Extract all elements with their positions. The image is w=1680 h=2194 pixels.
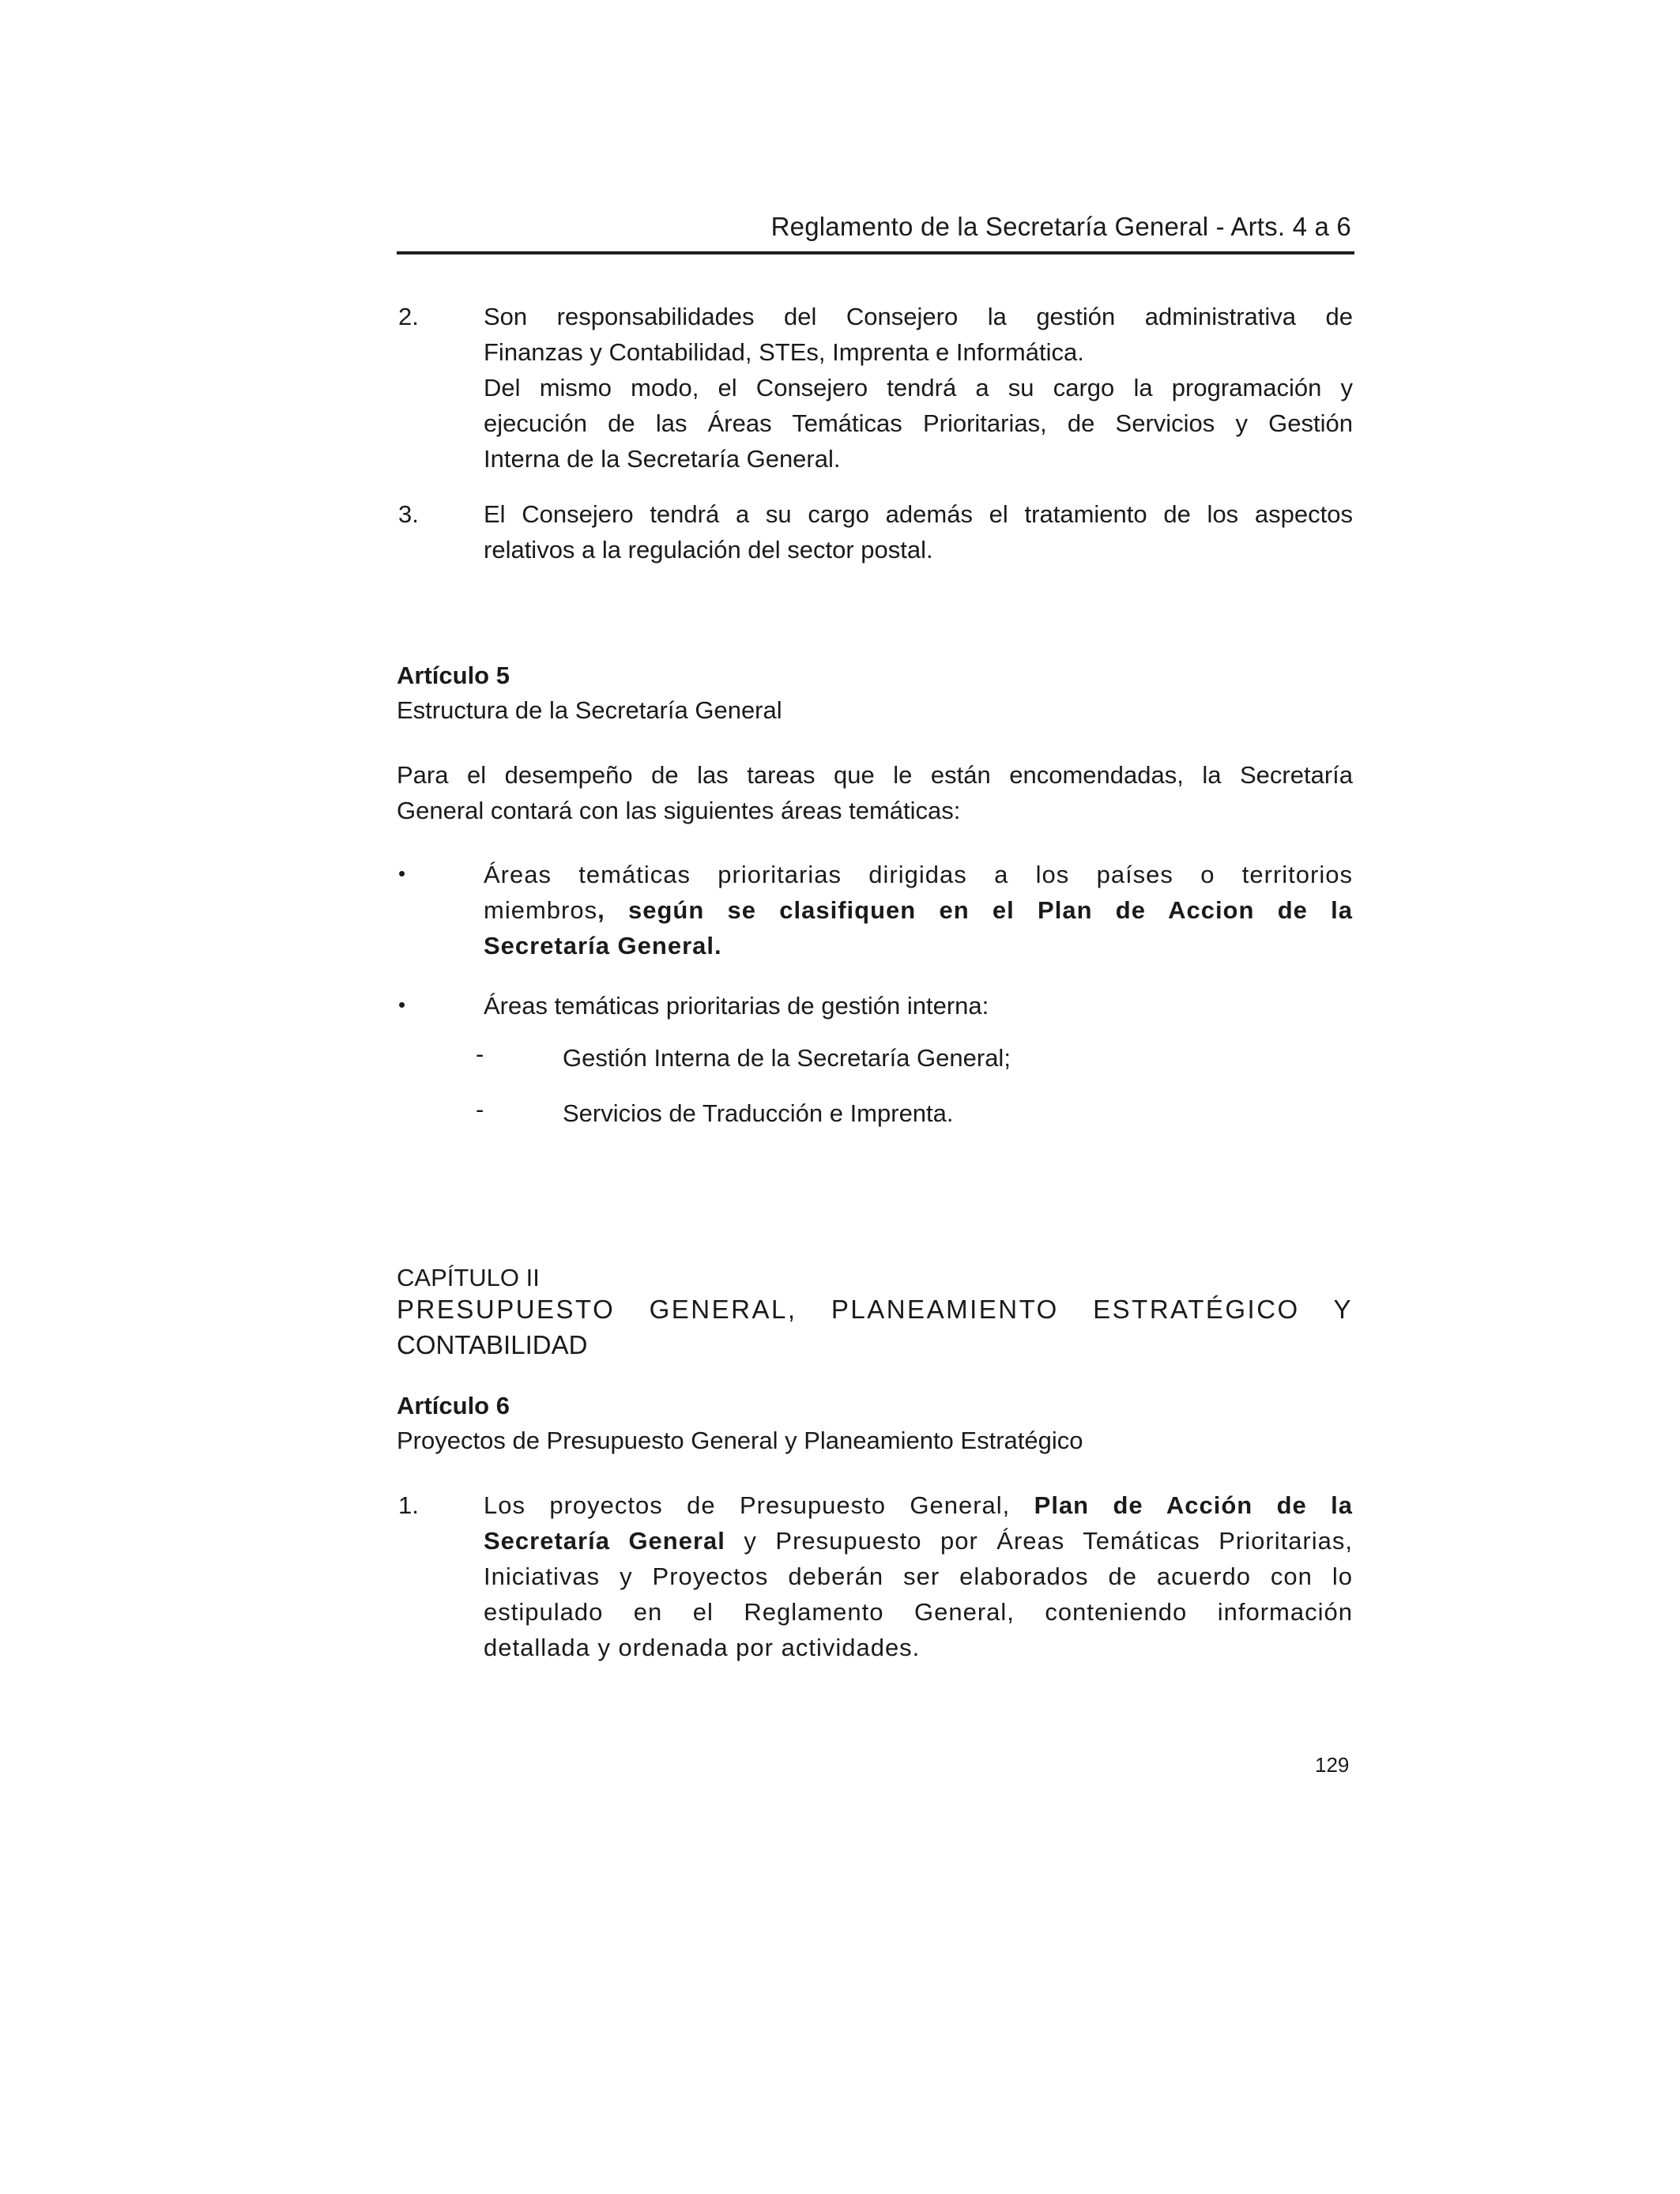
item-2-line: Son responsabilidades del Consejero la gestión administrativa de (484, 303, 1353, 330)
article-5-intro-line: Para el desempeño de las tareas que le están encomendadas, la Secretaría (397, 761, 1353, 789)
page-number: 129 (1315, 1753, 1350, 1777)
line-normal: y Presupuesto por Áreas Temáticas Prioritarias, (725, 1527, 1353, 1555)
item-3-line: El Consejero tendrá a su cargo además el tratamiento de los aspectos (484, 500, 1353, 528)
header-rule (397, 251, 1354, 254)
running-header: Reglamento de la Secretaría General - Arts. 4 a 6 (770, 212, 1351, 241)
item-3-line: relativos a la regulación del sector postal. (484, 536, 933, 564)
article-5-heading: Artículo 5 (397, 662, 510, 689)
article-6-subtitle: Proyectos de Presupuesto General y Planeamiento Estratégico (397, 1427, 1083, 1454)
bullet-1-text (484, 857, 1353, 963)
article-6-item-1-line-2 (484, 1523, 1353, 1559)
article-5-subtitle: Estructura de la Secretaría General (397, 696, 782, 724)
bullet-2-text: Áreas temáticas prioritarias de gestión interna: (484, 992, 989, 1020)
article-6-item-1-line-1 (484, 1487, 1353, 1523)
chapter-title-line: CONTABILIDAD (397, 1330, 588, 1359)
subitem-text: Gestión Interna de la Secretaría General; (563, 1044, 1011, 1072)
item-2-text (484, 299, 1353, 477)
item-2-line: Del mismo modo, el Consejero tendrá a su cargo la programación y (484, 374, 1353, 401)
item-3-number: 3. (398, 500, 419, 528)
item-2-line: Finanzas y Contabilidad, STEs, Imprenta e Informática. (484, 338, 1084, 366)
article-6-heading: Artículo 6 (397, 1392, 510, 1419)
article-5-intro-line: General contará con las siguientes áreas temáticas: (397, 797, 961, 824)
bullet-marker: • (398, 861, 406, 885)
subitem-text: Servicios de Traducción e Imprenta. (563, 1099, 954, 1127)
bullet-1-line: Áreas temáticas prioritarias dirigidas a los países o territorios (484, 861, 1353, 888)
bullet-marker: • (398, 993, 406, 1016)
chapter-label: CAPÍTULO II (397, 1264, 540, 1291)
chapter-title-line: PRESUPUESTO GENERAL, PLANEAMIENTO ESTRATÉGICO Y (397, 1295, 1353, 1324)
bullet-1-line-2-normal: miembros (484, 896, 598, 924)
bullet-1-line-2-bold: , según se clasifiquen en el Plan de Accion de la (597, 896, 1353, 924)
dash-marker: - (476, 1095, 484, 1123)
item-2-number: 2. (398, 303, 419, 330)
item-3-text (484, 496, 1353, 567)
line-bold: Plan de Acción de la (1034, 1491, 1353, 1519)
bullet-1-line-3-bold: Secretaría General. (484, 932, 722, 959)
line-bold: Secretaría General (484, 1527, 725, 1555)
line-normal: Los proyectos de Presupuesto General, (484, 1491, 1034, 1519)
bullet-1-line-2 (484, 892, 1353, 928)
item-2-line: Interna de la Secretaría General. (484, 445, 841, 473)
article-6-item-1-line-4: estipulado en el Reglamento General, conteniendo información (484, 1598, 1353, 1626)
dash-marker: - (476, 1040, 484, 1068)
article-6-item-1-number: 1. (398, 1491, 419, 1519)
item-2-line: ejecución de las Áreas Temáticas Prioritarias, de Servicios y Gestión (484, 409, 1353, 437)
article-6-item-1-text (484, 1487, 1353, 1665)
article-6-item-1-line-3: Iniciativas y Proyectos deberán ser elaborados de acuerdo con lo (484, 1563, 1353, 1590)
chapter-title (397, 1291, 1353, 1363)
article-5-intro (397, 757, 1353, 828)
article-6-item-1-line-5: detallada y ordenada por actividades. (484, 1634, 921, 1661)
